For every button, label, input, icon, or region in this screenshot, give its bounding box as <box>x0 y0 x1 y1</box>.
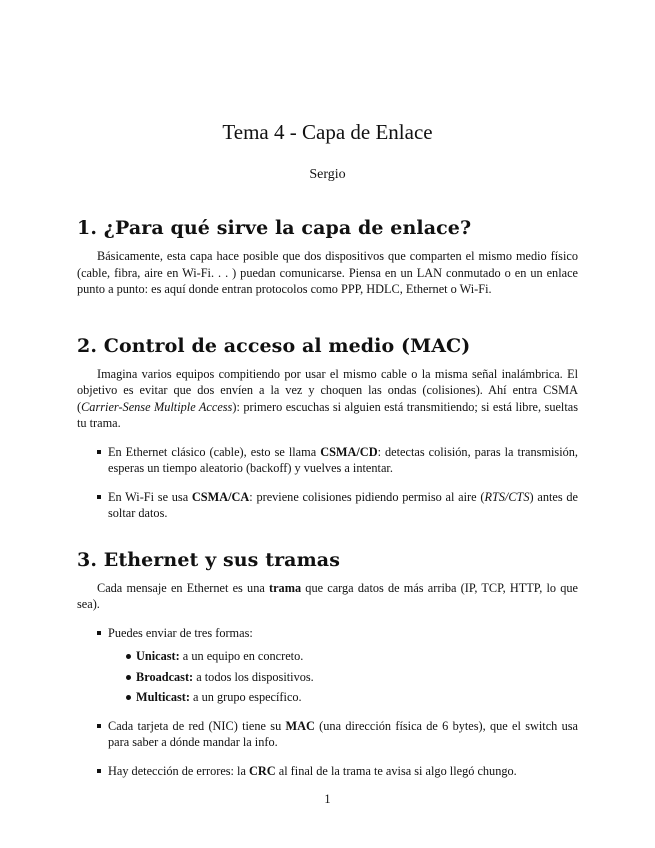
section-1-heading: 1. ¿Para qué sirve la capa de enlace? <box>77 217 472 239</box>
bullet-icon <box>126 654 131 659</box>
paragraph-text: ): primero escuchas si alguien está transmitiendo; si está libre, sueltas tu trama. <box>77 399 579 430</box>
bullet-text: Puedes enviar de tres formas: <box>108 625 253 640</box>
page-number: 1 <box>324 792 331 806</box>
sub-bullet-list <box>108 648 578 706</box>
list-item <box>77 444 578 477</box>
bullet-text: Hay detección de errores: la <box>108 763 249 778</box>
bullet-text: Cada tarjeta de red (NIC) tiene su <box>108 718 286 733</box>
bullet-text: En Ethernet clásico (cable), esto se llama <box>108 444 321 459</box>
section-1-paragraph: Básicamente, esta capa hace posible que dos dispositivos que comparten el mismo medio físico (cable, fibra, aire en Wi-Fi. . . ) puedan comunicarse. Piensa en un LAN conmutado o en un enlace punto a punto: es aquí donde entran protocolos como PPP, HDLC, Ethernet o Wi-Fi. <box>77 249 578 296</box>
bullet-icon <box>126 695 131 700</box>
bullet-text: : detectas colisión, paras la transmisión, esperas un tiempo aleatorio (backoff) y vuelves a intentar. <box>108 444 578 475</box>
sub-list-item <box>108 689 578 706</box>
section-3 <box>77 548 578 780</box>
bullet-icon <box>126 675 131 680</box>
bold-term: Multicast: <box>136 690 190 704</box>
paragraph-text: Imagina varios equipos compitiendo por usar el mismo cable o la misma señal inalámbrica. El objetivo es evitar que dos envíen a la vez y choquen las ondas (colisiones). Ahí entra CSMA ( <box>77 366 578 414</box>
bold-term: Broadcast: <box>136 669 194 684</box>
bullet-text: : previene colisiones pidiendo permiso al aire ( <box>249 489 485 504</box>
sub-list-item <box>108 669 578 686</box>
bullet-icon <box>97 495 101 499</box>
section-1 <box>77 216 578 298</box>
bullet-text: (una dirección física de 6 bytes), que el switch usa para saber a dónde mandar la info. <box>108 718 578 749</box>
document-body <box>77 216 578 779</box>
bullet-text: a todos los dispositivos. <box>193 669 314 684</box>
bold-term: CSMA/CD <box>320 444 378 459</box>
paragraph-text: Cada mensaje en Ethernet es una <box>97 580 269 595</box>
bullet-text: En Wi-Fi se usa <box>108 489 192 504</box>
paragraph-text: que carga datos de más arriba (IP, TCP, HTTP, lo que sea). <box>77 580 579 611</box>
section-3-bullet-list <box>77 625 578 780</box>
bold-term: CSMA/CA <box>191 489 250 504</box>
section-2-heading: 2. Control de acceso al medio (MAC) <box>77 334 471 357</box>
list-item <box>77 489 578 522</box>
bullet-icon <box>97 769 101 773</box>
section-3-paragraph <box>77 580 578 613</box>
section-2-bullet-list <box>77 444 578 522</box>
bullet-text: a un grupo específico. <box>189 690 302 704</box>
bullet-text: a un equipo en concreto. <box>179 649 304 663</box>
document-author: Sergio <box>309 167 346 182</box>
list-item <box>77 763 578 780</box>
section-2-paragraph <box>77 366 578 432</box>
bold-term: trama <box>269 580 302 595</box>
bullet-icon <box>97 724 101 728</box>
list-item <box>77 625 578 706</box>
sub-list-item <box>108 648 578 665</box>
document-title: Tema 4 - Capa de Enlace <box>222 120 433 144</box>
bullet-icon <box>97 450 101 454</box>
italic-term: RTS/CTS <box>484 489 530 504</box>
bold-term: Unicast: <box>136 649 180 663</box>
bullet-icon <box>97 631 101 635</box>
bullet-text: al final de la trama te avisa si algo llegó chungo. <box>275 763 517 778</box>
italic-term: Carrier-Sense Multiple Access <box>81 399 233 414</box>
list-item <box>77 718 578 751</box>
section-3-heading: 3. Ethernet y sus tramas <box>77 548 341 571</box>
bullet-text: ) antes de soltar datos. <box>108 489 578 520</box>
bold-term: MAC <box>285 718 315 733</box>
section-2 <box>77 334 578 522</box>
bold-term: CRC <box>249 763 276 778</box>
